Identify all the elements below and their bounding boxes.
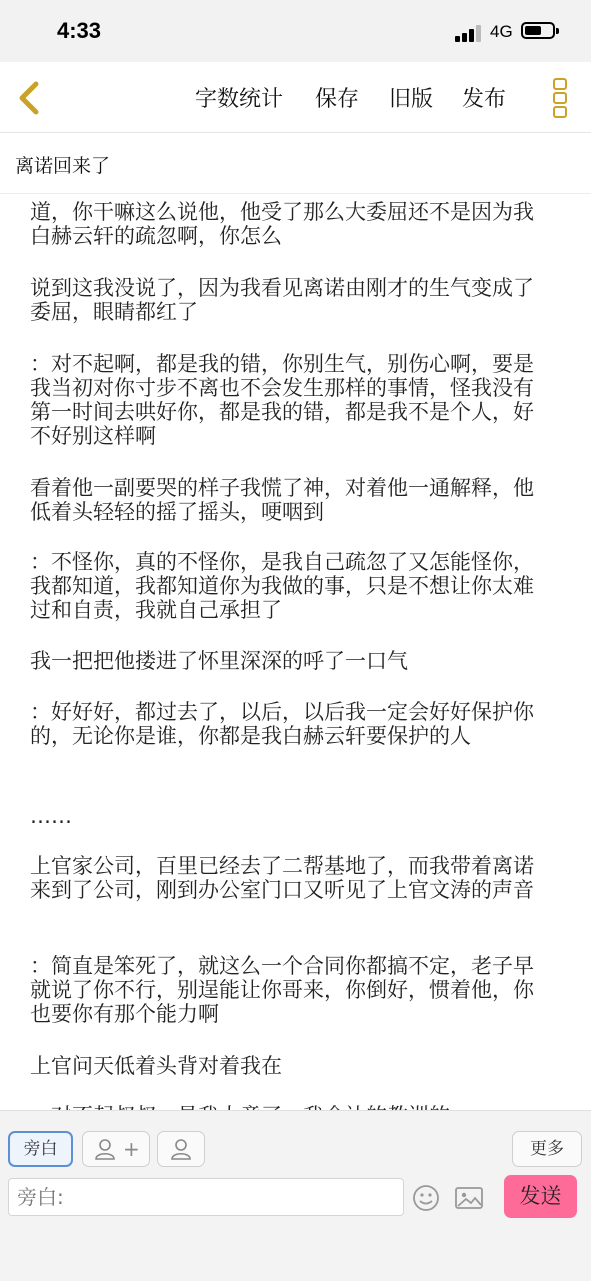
back-chevron-icon[interactable]	[12, 78, 48, 118]
paragraph: ：简直是笨死了，就这么一个合同你都搞不定，老子早就说了你不行，别逞能让你哥来，你倒好，惯着他，你也要你有那个能力啊	[30, 954, 534, 1026]
paragraph: ：不怪你，真的不怪你，是我自己疏忽了又怎能怪你，我都知道，我都知道你为我做的事，只是不想让你太难过和自责，我就自己承担了	[30, 550, 534, 622]
document-title[interactable]: 离诺回来了	[15, 155, 111, 177]
emoji-icon[interactable]	[412, 1184, 440, 1212]
paragraph: 看着他一副要哭的样子我慌了神，对着他一通解释，他低着头轻轻的摇了摇头，哽咽到	[30, 476, 534, 524]
paragraph: ：对不起啊，都是我的错，你别生气，别伤心啊，要是我当初对你寸步不离也不会发生那样的事情，怪我没有第一时间去哄好你，都是我的错，都是我不是个人，好不好别这样啊	[30, 352, 534, 448]
paragraph: 上官问天低着头背对着我在	[30, 1054, 282, 1078]
cellular-signal-icon	[455, 24, 483, 42]
narration-tab[interactable]: 旁白	[8, 1131, 73, 1167]
paragraph: 上官家公司，百里已经去了二帮基地了，而我带着离诺来到了公司，刚到办公室门口又听见了上官文涛的声音	[30, 854, 534, 902]
composer-bar	[0, 1110, 591, 1281]
image-icon[interactable]	[454, 1185, 484, 1211]
save-button[interactable]: 保存	[315, 87, 360, 112]
person-icon	[169, 1137, 193, 1161]
paragraph: 我一把把他搂进了怀里深深的呼了一口气	[30, 649, 408, 673]
add-plus-label: +	[123, 1137, 140, 1161]
paragraph: ：好好好，都过去了，以后，以后我一定会好好保护你的，无论你是谁，你都是我白赫云轩要保护的人	[30, 700, 534, 748]
paragraph: 说到这我没说了，因为我看见离诺由刚才的生气变成了委屈，眼睛都红了	[30, 276, 534, 324]
battery-icon	[521, 22, 555, 39]
more-options-icon[interactable]	[550, 76, 570, 120]
editor-toolbar	[0, 62, 591, 133]
paragraph: 道，你干嘛这么说他，他受了那么大委屈还不是因为我白赫云轩的疏忽啊，你怎么	[30, 200, 534, 248]
status-time: 4:33	[57, 18, 102, 43]
old-version-button[interactable]: 旧版	[389, 87, 434, 112]
paragraph: ……	[30, 804, 72, 828]
add-role-button[interactable]	[82, 1131, 150, 1167]
word-count-button[interactable]: 字数统计	[195, 87, 284, 112]
add-person-icon	[93, 1137, 117, 1161]
more-button[interactable]: 更多	[512, 1131, 582, 1167]
network-type: 4G	[490, 22, 513, 41]
publish-button[interactable]: 发布	[462, 87, 507, 112]
role-avatar-button[interactable]	[157, 1131, 205, 1167]
status-bar	[0, 0, 591, 62]
send-button[interactable]: 发送	[504, 1175, 577, 1218]
narration-input[interactable]	[8, 1178, 404, 1216]
document-body[interactable]	[0, 194, 591, 1109]
document-title-row[interactable]	[0, 133, 591, 194]
